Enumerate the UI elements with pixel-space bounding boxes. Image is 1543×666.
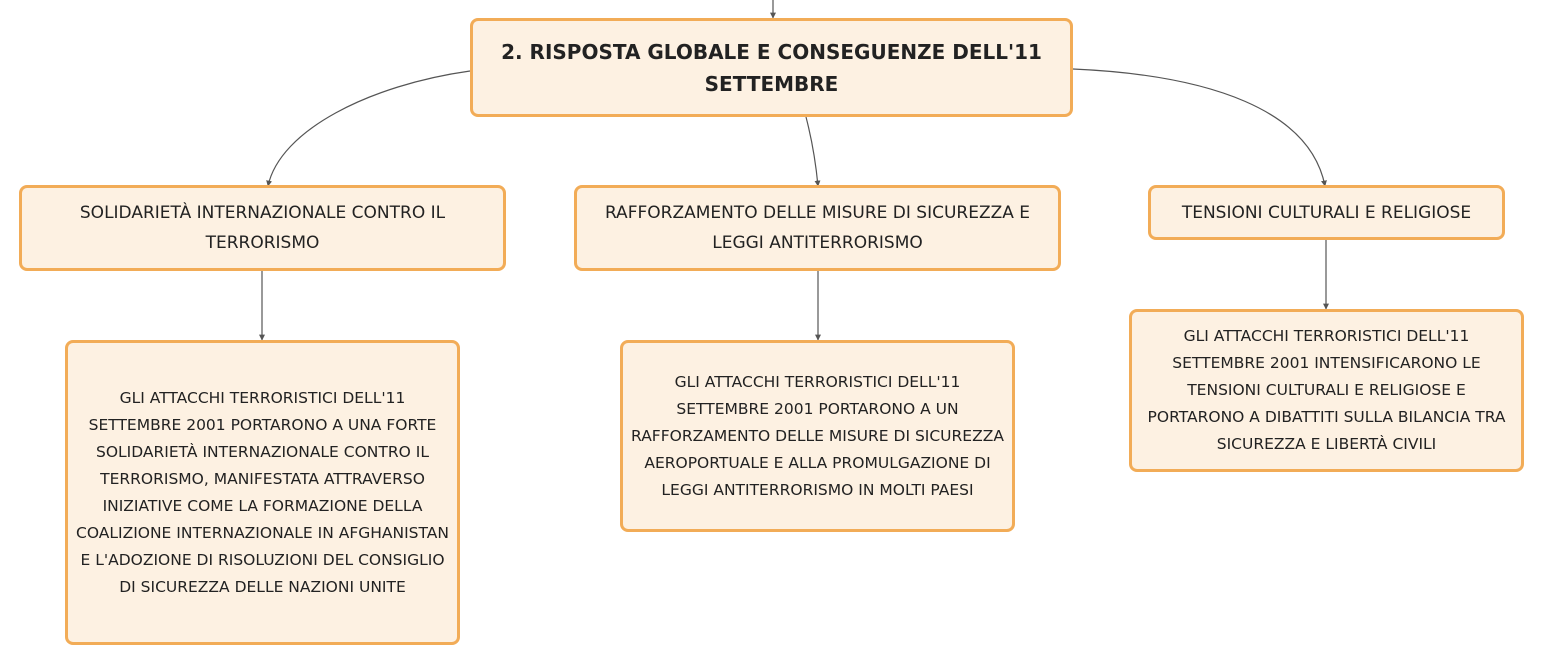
detail-node-tensions[interactable] bbox=[1129, 309, 1524, 472]
branch-node-tensions[interactable] bbox=[1148, 185, 1505, 240]
branch-node-security[interactable] bbox=[574, 185, 1061, 271]
root-node[interactable] bbox=[470, 18, 1073, 117]
detail-text: GLI ATTACCHI TERRORISTICI DELL'11 SETTEMBRE 2001 INTENSIFICARONO LE TENSIONI CULTURALI E RELIGIOSE E PORTARONO A DIBATTITI SULLA BILANCIA TRA SICUREZZA E LIBERTÀ CIVILI bbox=[1147, 327, 1506, 453]
connector-root-branch-2 bbox=[806, 117, 818, 186]
detail-text: GLI ATTACCHI TERRORISTICI DELL'11 SETTEMBRE 2001 PORTARONO A UN RAFFORZAMENTO DELLE MISURE DI SICUREZZA AEROPORTUALE E ALLA PROMULGAZIONE DI LEGGI ANTITERRORISMO IN MOLTI PAESI bbox=[631, 372, 1004, 499]
connector-root-branch-1 bbox=[268, 71, 470, 186]
branch-label: TENSIONI CULTURALI E RELIGIOSE bbox=[1181, 202, 1472, 223]
branch-label: SOLIDARIETÀ INTERNAZIONALE CONTRO IL TERRORISMO bbox=[79, 203, 446, 253]
branch-node-solidarity[interactable] bbox=[19, 185, 506, 271]
branch-label: RAFFORZAMENTO DELLE MISURE DI SICUREZZA E LEGGI ANTITERRORISMO bbox=[604, 203, 1031, 253]
detail-node-solidarity[interactable] bbox=[65, 340, 460, 645]
connector-root-branch-3 bbox=[1073, 69, 1325, 186]
root-title: 2. RISPOSTA GLOBALE E CONSEGUENZE DELL'11 SETTEMBRE bbox=[501, 39, 1042, 96]
detail-node-security[interactable] bbox=[620, 340, 1015, 532]
detail-text: GLI ATTACCHI TERRORISTICI DELL'11 SETTEMBRE 2001 PORTARONO A UNA FORTE SOLIDARIETÀ INTERNAZIONALE CONTRO IL TERRORISMO, MANIFESTATA ATTRAVERSO INIZIATIVE COME LA FORMAZIONE DELLA COALIZIONE INTERNAZIONALE IN AFGHANISTAN E L'ADOZIONE DI RISOLUZIONI DEL CONSIGLIO DI SICUREZZA DELLE NAZIONI UNITE bbox=[76, 388, 449, 596]
